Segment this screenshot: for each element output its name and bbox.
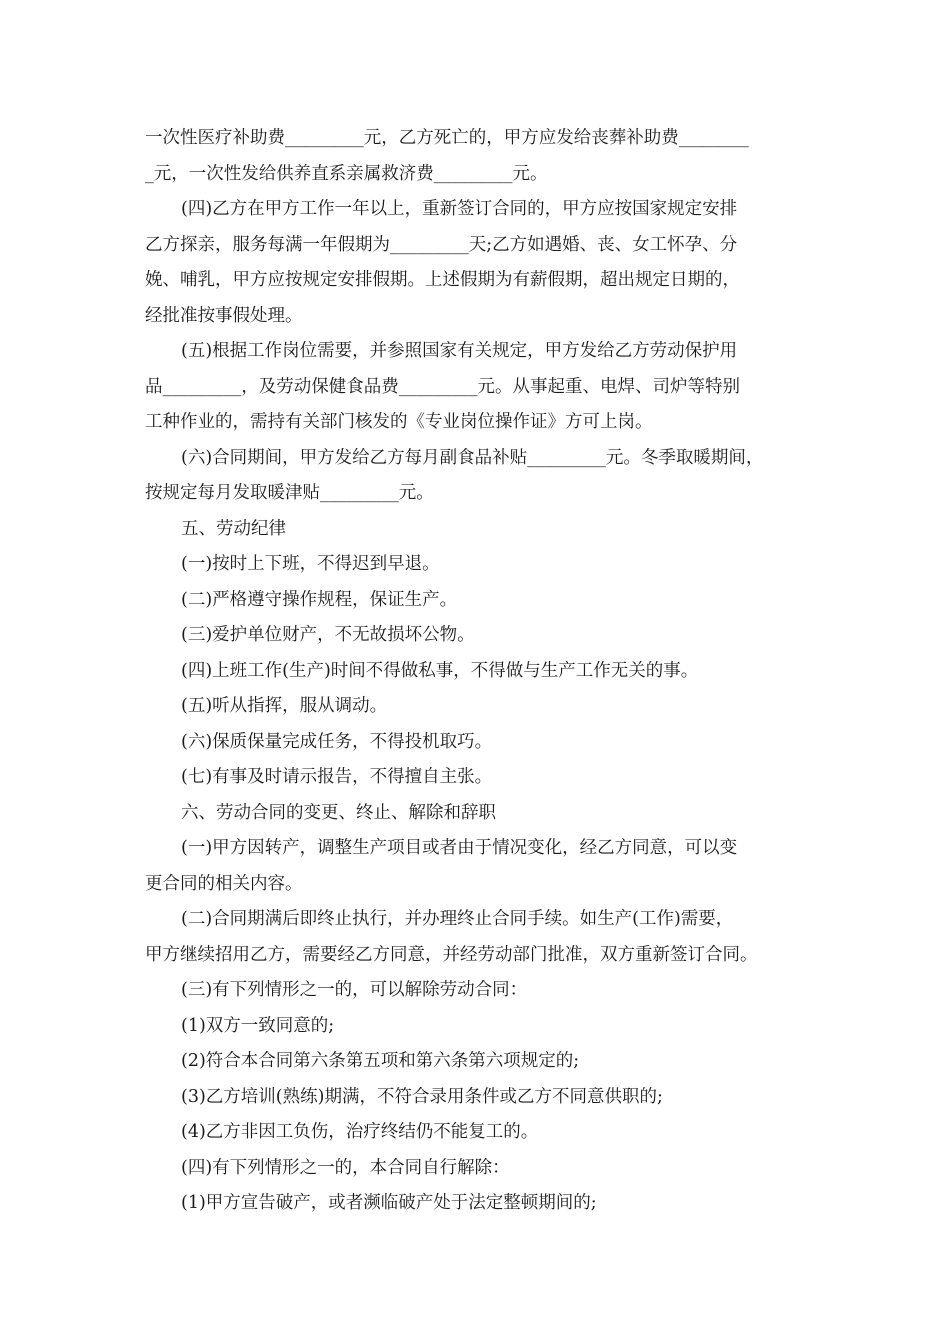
text-line: (4)乙方非因工负伤，治疗终结仍不能复工的。 xyxy=(181,1122,539,1142)
text-line: 按规定每月发取暖津贴_________元。 xyxy=(145,483,434,503)
text-line: (六)合同期间，甲方发给乙方每月副食品补贴_________元。冬季取暖期间， xyxy=(181,447,764,468)
text-line: (六)保质保量完成任务，不得投机取巧。 xyxy=(181,731,493,752)
text-line: 五、劳动纪律 xyxy=(181,518,286,539)
text-line: (3)乙方培训(熟练)期满，不符合录用条件或乙方不同意供职的; xyxy=(181,1086,663,1107)
text-line: 一次性医疗补助费_________元，乙方死亡的，甲方应发给丧葬补助费________ xyxy=(145,128,749,148)
text-line: 工种作业的，需持有关部门核发的《专业岗位操作证》方可上岗。 xyxy=(145,412,653,432)
text-line: 品_________，及劳动保健食品费_________元。从事起重、电焊、司炉等特别 xyxy=(145,376,740,397)
text-line: (四)乙方在甲方工作一年以上，重新签订合同的，甲方应按国家规定安排 xyxy=(181,199,738,219)
text-line: 更合同的相关内容。 xyxy=(145,873,303,894)
text-line: (1)甲方宣告破产，或者濒临破产处于法定整顿期间的; xyxy=(181,1193,597,1213)
text-line: (四)有下列情形之一的，本合同自行解除： xyxy=(181,1157,510,1178)
text-line: 甲方继续招用乙方，需要经乙方同意，并经劳动部门批准，双方重新签订合同。 xyxy=(145,944,758,965)
text-line: (五)根据工作岗位需要，并参照国家有关规定，甲方发给乙方劳动保护用 xyxy=(181,341,738,361)
text-line: (三)爱护单位财产，不无故损坏公物。 xyxy=(181,625,475,645)
text-line: (二)严格遵守操作规程，保证生产。 xyxy=(181,589,458,610)
text-line: _元，一次性发给供养直系亲属救济费_________元。 xyxy=(145,163,548,184)
text-line: 六、劳动合同的变更、终止、解除和辞职 xyxy=(181,802,496,823)
text-line: 乙方探亲，服务每满一年假期为_________天;乙方如遇婚、丧、女工怀孕、分 xyxy=(145,234,738,255)
text-line: (四)上班工作(生产)时间不得做私事，不得做与生产工作无关的事。 xyxy=(181,660,699,681)
text-line: (2)符合本合同第六条第五项和第六条第六项规定的; xyxy=(181,1051,580,1071)
text-line: 经批准按事假处理。 xyxy=(145,305,303,326)
document-body xyxy=(145,121,810,1222)
text-line: (1)双方一致同意的; xyxy=(181,1015,335,1036)
text-line: (一)甲方因转产，调整生产项目或者由于情况变化，经乙方同意，可以变 xyxy=(181,838,738,858)
text-line: (七)有事及时请示报告，不得擅自主张。 xyxy=(181,767,493,787)
text-line: (五)听从指挥，服从调动。 xyxy=(181,696,388,716)
text-line: 娩、哺乳，甲方应按规定安排假期。上述假期为有薪假期，超出规定日期的， xyxy=(145,270,740,290)
text-line: (三)有下列情形之一的，可以解除劳动合同： xyxy=(181,980,528,1000)
text-line: (一)按时上下班，不得迟到早退。 xyxy=(181,554,440,574)
text-line: (二)合同期满后即终止执行，并办理终止合同手续。如生产(工作)需要， xyxy=(181,909,734,929)
